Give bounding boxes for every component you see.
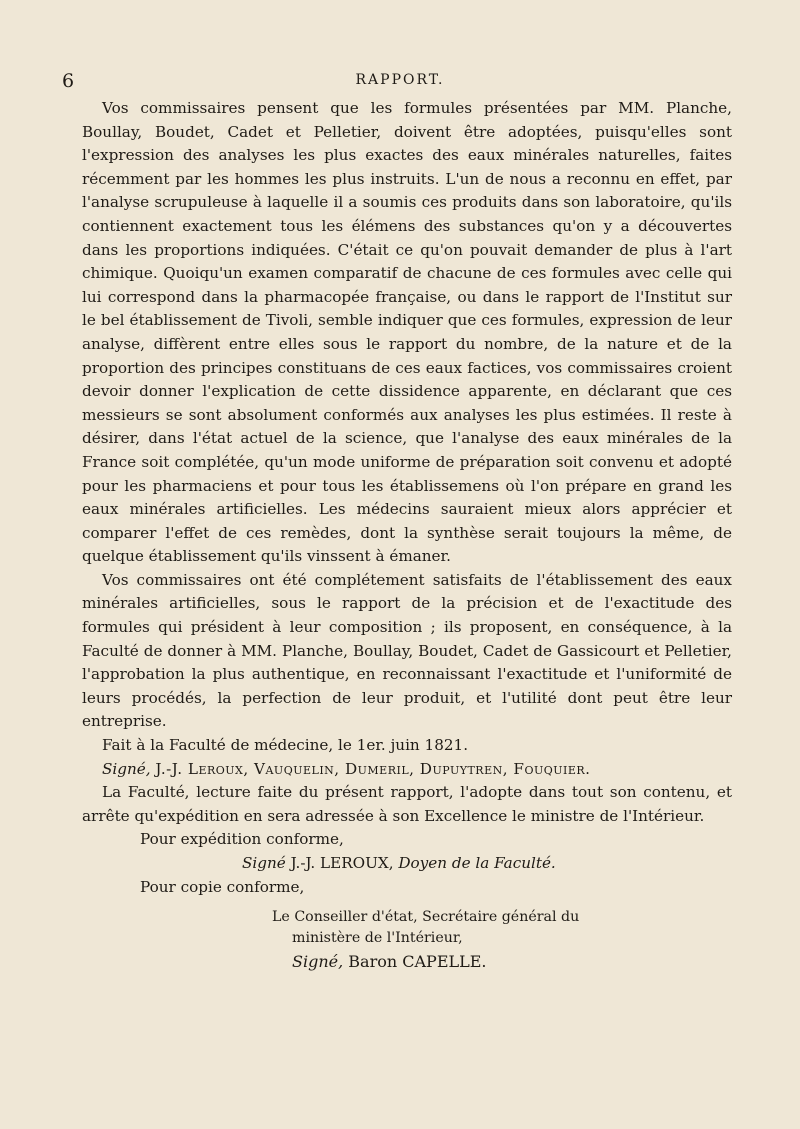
dean-role: Doyen de la Faculté. xyxy=(398,854,556,872)
secretary-title-line2: ministère de l'Intérieur, xyxy=(292,930,463,947)
secretary-block xyxy=(272,907,732,972)
running-title: RAPPORT. xyxy=(355,72,445,88)
dean-signed-label: Signé xyxy=(242,854,286,872)
copy-line: Pour copie conforme, xyxy=(140,877,305,896)
date-line: Fait à la Faculté de médecine, le 1er. juin 1821. xyxy=(102,736,469,755)
page-number: 6 xyxy=(62,70,75,92)
secretary-signed-label: Signé, xyxy=(292,952,344,972)
secretary-signature xyxy=(272,951,732,972)
page-header xyxy=(62,70,738,94)
signatories-line xyxy=(82,758,732,782)
dean-name: J.-J. LEROUX, xyxy=(290,854,394,872)
faculty-decision: La Faculté, lecture faite du présent rapport, l'adopte dans tout son contenu, et arrête qu'expédition en sera adressée à son Excellence le ministre de l'Intérieur. xyxy=(82,783,732,825)
secretary-name: Baron CAPELLE. xyxy=(348,952,487,972)
signed-label: Signé, xyxy=(102,759,151,778)
dean-signature xyxy=(82,852,732,876)
signatory-names: J.-J. Leroux, Vauquelin, Dumeril, Dupuytren, Fouquier. xyxy=(155,759,591,778)
secretary-title-line1: Le Conseiller d'état, Secrétaire général du xyxy=(272,909,580,926)
document-body xyxy=(82,97,732,972)
paragraph-commissioners-opinion: Vos commissaires pensent que les formules présentées par MM. Planche, Boullay, Boudet, Cadet et Pelletier, doivent être adoptées, puisqu'elles sont l'expression des analyses les plus exactes des eaux minérales naturelles, faites récemment par les hommes les plus instruits. L'un de nous a reconnu en effet, par l'analyse scrupuleuse à laquelle il a soumis ces produits dans son laboratoire, qu'ils contiennent exactement tous les élémens des substances qu'on y a découvertes dans les proportions indiquées. C'était ce qu'on pouvait demander de plus à l'art chimique. Quoiqu'un examen comparatif de chacune de ces formules avec celle qui lui correspond dans la pharmacopée française, ou dans le rapport de l'Institut sur le bel établissement de Tivoli, semble indiquer que ces formules, expression de leur analyse, diffèrent entre elles sous le rapport du nombre, de la nature et de la proportion des principes constituans de ces eaux factices, vos commissaires croient devoir donner l'explication de cette dissidence apparente, en déclarant que ces messieurs se sont absolument conformés aux analyses les plus estimées. Il reste à désirer, dans l'état actuel de la science, que l'analyse des eaux minérales de la France soit complétée, qu'un mode uniforme de préparation soit convenu et adopté pour les pharmaciens et pour tous les établissemens où l'on prépare en grand les eaux minérales artificielles. Les médecins sauraient mieux alors apprécier et comparer l'effet de ces remèdes, dont la synthèse serait toujours la même, de quelque établissement qu'ils vinssent à émaner. xyxy=(82,99,732,566)
expedition-line: Pour expédition conforme, xyxy=(140,830,344,849)
paragraph-approval: Vos commissaires ont été complétement satisfaits de l'établissement des eaux minérales artificielles, sous le rapport de la précision et de l'exactitude des formules qui président à leur composition ; ils proposent, en conséquence, à la Faculté de donner à MM. Planche, Boullay, Boudet, Cadet de Gassicourt et Pelletier, l'approbation la plus authentique, en reconnaissant l'exactitude et l'uniformité de leurs procédés, la perfection de leur produit, et l'utilité dont peut être leur entreprise. xyxy=(82,570,732,731)
